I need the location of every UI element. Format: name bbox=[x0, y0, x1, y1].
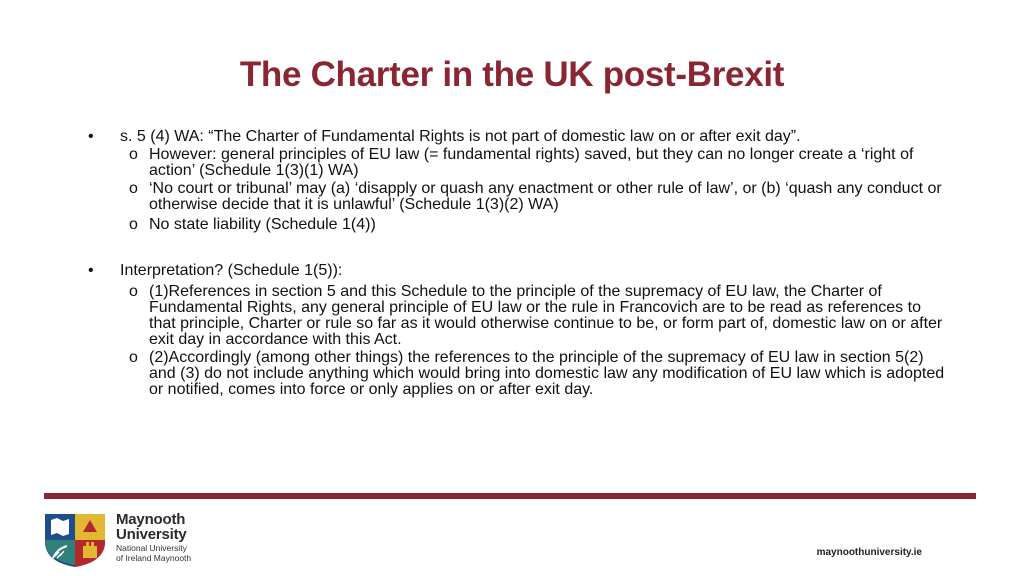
sub-item bbox=[88, 217, 948, 233]
sub-marker: o bbox=[129, 349, 138, 366]
sub-item bbox=[88, 284, 948, 348]
sub-marker: o bbox=[129, 283, 138, 300]
university-logo bbox=[43, 512, 213, 568]
sub-item bbox=[88, 350, 948, 398]
logo-subtitle bbox=[116, 543, 191, 563]
bullet-text: Interpretation? (Schedule 1(5)): bbox=[120, 262, 343, 279]
logo-line: University bbox=[116, 526, 187, 543]
slide-content bbox=[88, 128, 948, 398]
slide-title: The Charter in the UK post-Brexit bbox=[239, 55, 785, 94]
bullet-item bbox=[88, 128, 948, 145]
sub-text: (2)Accordingly (among other things) the references to the principle of the supremacy of EU law in section 5(2) and (3) do not include anything which would bring into domestic law any modification of EU law which is adopted or notified, comes into force or only applies on or after exit day. bbox=[149, 349, 945, 398]
crest-icon bbox=[43, 512, 107, 568]
footer-url[interactable]: maynoothuniversity.ie bbox=[816, 547, 922, 558]
sub-text: No state liability (Schedule 1(4)) bbox=[149, 216, 376, 233]
sub-marker: o bbox=[129, 146, 138, 163]
sub-text: However: general principles of EU law (= fundamental rights) saved, but they can no longer create a ‘right of action’ (Schedule 1(3)(1) WA) bbox=[149, 146, 914, 179]
logo-line: Maynooth bbox=[116, 511, 186, 528]
sub-marker: o bbox=[129, 180, 138, 197]
bullet-marker: • bbox=[88, 262, 94, 279]
bullet-marker: • bbox=[88, 128, 94, 145]
footer-divider bbox=[44, 493, 976, 499]
bullet-text: s. 5 (4) WA: “The Charter of Fundamental Rights is not part of domestic law on or after exit day”. bbox=[120, 128, 801, 145]
logo-sub-line: National University bbox=[116, 543, 187, 553]
sub-marker: o bbox=[129, 216, 138, 233]
sub-text: (1)References in section 5 and this Schedule to the principle of the supremacy of EU law, the Charter of Fundamental Rights, any general principle of EU law or the rule in Francovich are to be read as references to that principle, Charter or rule so far as it would otherwise continue to be, or form part of, domestic law on or after exit day in accordance with this Act. bbox=[149, 283, 943, 348]
sub-item bbox=[88, 147, 948, 179]
logo-sub-line: of Ireland Maynooth bbox=[116, 553, 192, 563]
sub-item bbox=[88, 181, 948, 213]
bullet-item bbox=[88, 262, 948, 279]
sub-text: ‘No court or tribunal’ may (a) ‘disapply or quash any enactment or other rule of law’, or (b) ‘quash any conduct or otherwise decide that it is unlawful’ (Schedule 1(3)(2) WA) bbox=[149, 180, 942, 213]
logo-wordmark bbox=[116, 512, 187, 542]
